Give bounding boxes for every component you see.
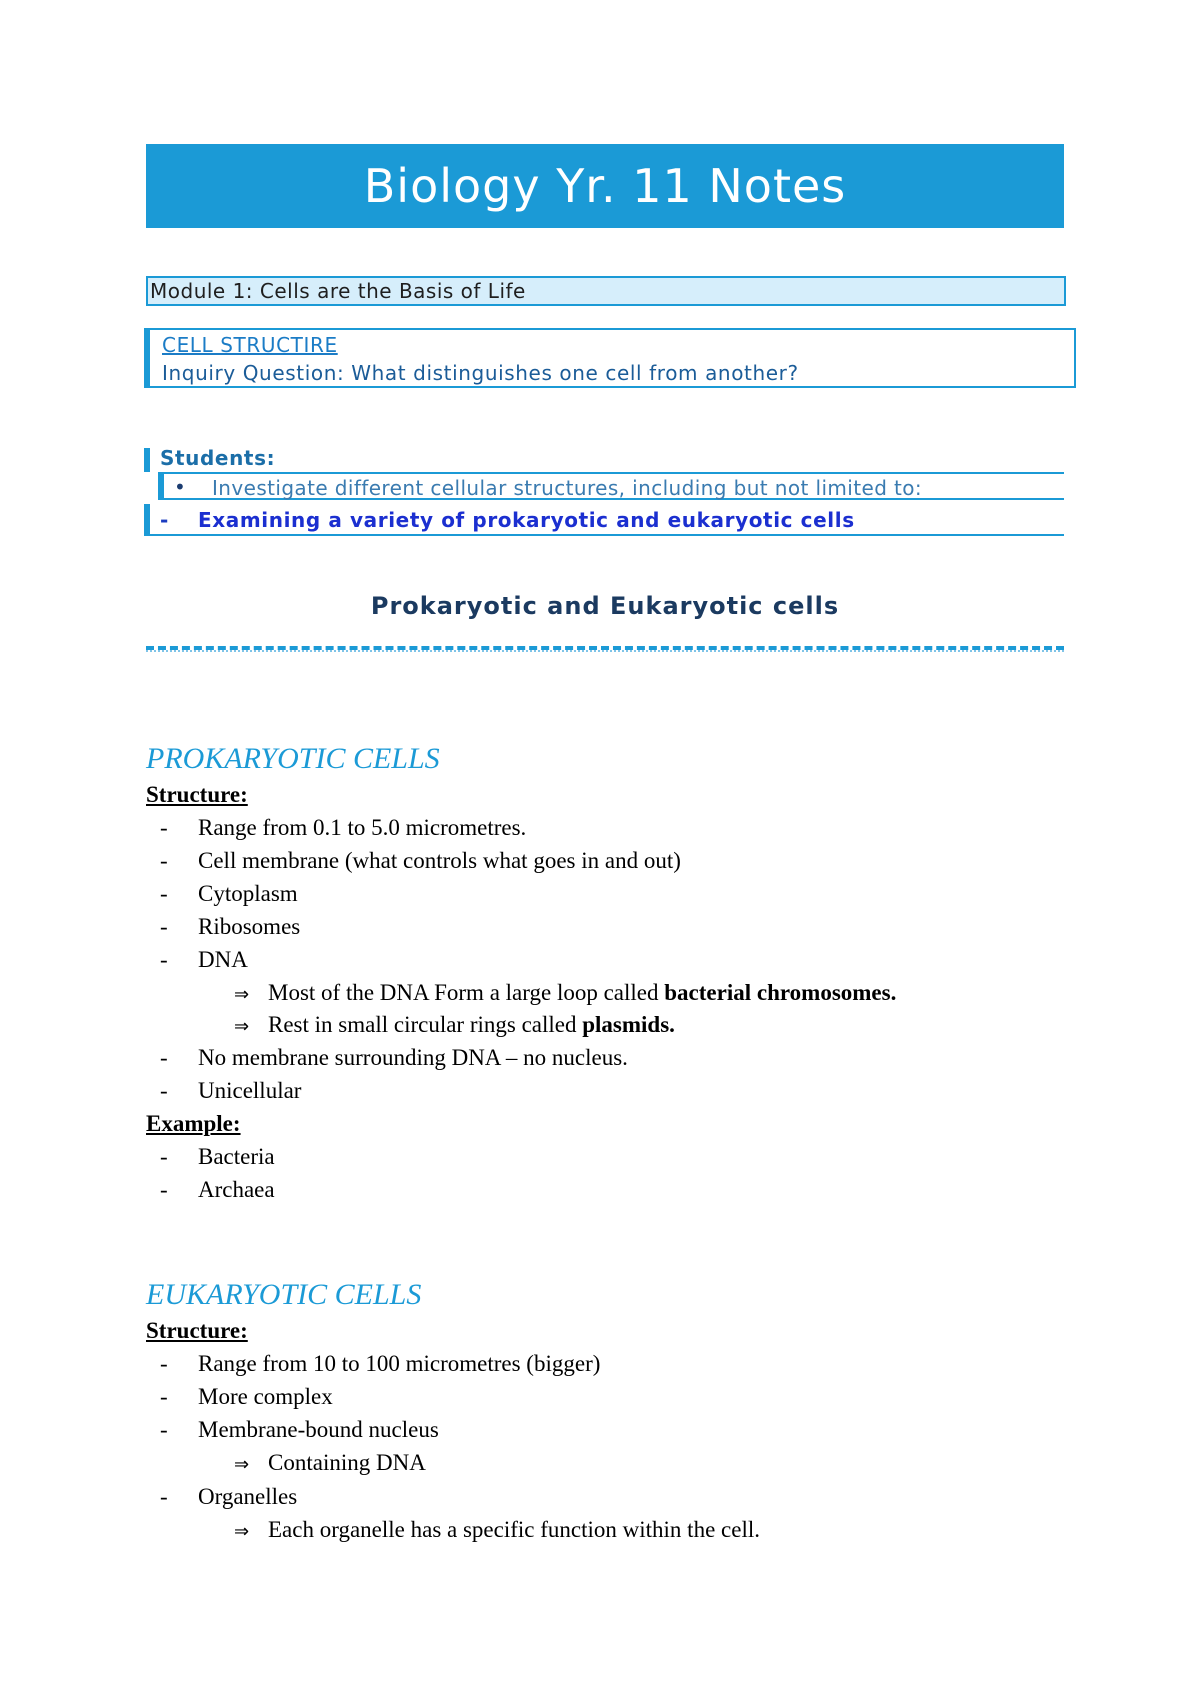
sub-item-bold: bacterial chromosomes. xyxy=(664,980,897,1005)
sub-item-text: Containing DNA xyxy=(268,1450,426,1475)
list-item-text: More complex xyxy=(198,1384,333,1409)
sub-item-text: Rest in small circular rings called xyxy=(268,1012,583,1037)
section-divider-secondary xyxy=(146,650,1064,652)
sub-item-bold: plasmids. xyxy=(582,1012,675,1037)
dash-icon: - xyxy=(160,1078,168,1103)
dash-icon: - xyxy=(160,1484,168,1509)
list-item-text: Organelles xyxy=(198,1484,298,1509)
sub-list-item xyxy=(234,1450,426,1476)
sub-list-item xyxy=(234,1012,675,1038)
students-bullet-row xyxy=(158,472,1064,500)
list-item-text: No membrane surrounding DNA – no nucleus. xyxy=(198,1045,628,1070)
dash-icon: - xyxy=(160,815,168,840)
bullet-icon: • xyxy=(174,475,186,499)
module-box xyxy=(146,276,1066,306)
students-sub-item: Examining a variety of prokaryotic and eukaryotic cells xyxy=(198,508,855,532)
dash-icon: - xyxy=(160,881,168,906)
eukaryotic-heading: EUKARYOTIC CELLS xyxy=(146,1278,422,1311)
dash-icon: - xyxy=(160,848,168,873)
arrow-icon: ⇒ xyxy=(234,1016,250,1037)
dash-icon: - xyxy=(160,1417,168,1442)
dash-icon: - xyxy=(160,914,168,939)
list-item-text: Cell membrane (what controls what goes in and out) xyxy=(198,848,681,873)
list-item-text: Bacteria xyxy=(198,1144,275,1169)
inquiry-question: Inquiry Question: What distinguishes one cell from another? xyxy=(162,361,799,385)
list-item-text: Membrane-bound nucleus xyxy=(198,1417,439,1442)
list-item-text: DNA xyxy=(198,947,248,972)
cell-structure-title: CELL STRUCTIRE xyxy=(162,333,338,357)
dash-icon: - xyxy=(160,1384,168,1409)
students-accent-bar xyxy=(144,448,150,472)
dash-icon: - xyxy=(160,508,169,532)
page-title: Biology Yr. 11 Notes xyxy=(363,159,847,213)
students-item: Investigate different cellular structures, including but not limited to: xyxy=(212,476,923,500)
students-label: Students: xyxy=(160,446,276,470)
sub-item-text: Most of the DNA Form a large loop called xyxy=(268,980,665,1005)
module-label: Module 1: Cells are the Basis of Life xyxy=(150,279,526,303)
dash-icon: - xyxy=(160,947,168,972)
students-dash-row xyxy=(144,504,1064,536)
prokaryotic-example-label: Example: xyxy=(146,1111,241,1136)
list-item-text: Ribosomes xyxy=(198,914,301,939)
title-banner xyxy=(146,144,1064,228)
dash-icon: - xyxy=(160,1351,168,1376)
arrow-icon: ⇒ xyxy=(234,1521,250,1542)
arrow-icon: ⇒ xyxy=(234,984,250,1005)
list-item-text: Range from 0.1 to 5.0 micrometres. xyxy=(198,815,527,840)
arrow-icon: ⇒ xyxy=(234,1454,250,1475)
sub-list-item xyxy=(234,1517,760,1543)
list-item-text: Archaea xyxy=(198,1177,275,1202)
list-item-text: Cytoplasm xyxy=(198,881,298,906)
cell-structure-box xyxy=(144,328,1076,388)
section-heading: Prokaryotic and Eukaryotic cells xyxy=(370,592,840,620)
list-item-text: Range from 10 to 100 micrometres (bigger) xyxy=(198,1351,601,1376)
dash-icon: - xyxy=(160,1144,168,1169)
list-item-text: Unicellular xyxy=(198,1078,302,1103)
students-block xyxy=(144,444,1064,536)
sub-item-text: Each organelle has a specific function within the cell. xyxy=(268,1517,760,1542)
prokaryotic-heading: PROKARYOTIC CELLS xyxy=(146,742,440,775)
sub-list-item xyxy=(234,980,896,1006)
dash-icon: - xyxy=(160,1177,168,1202)
prokaryotic-structure-label: Structure: xyxy=(146,782,248,807)
eukaryotic-structure-label: Structure: xyxy=(146,1318,248,1343)
dash-icon: - xyxy=(160,1045,168,1070)
